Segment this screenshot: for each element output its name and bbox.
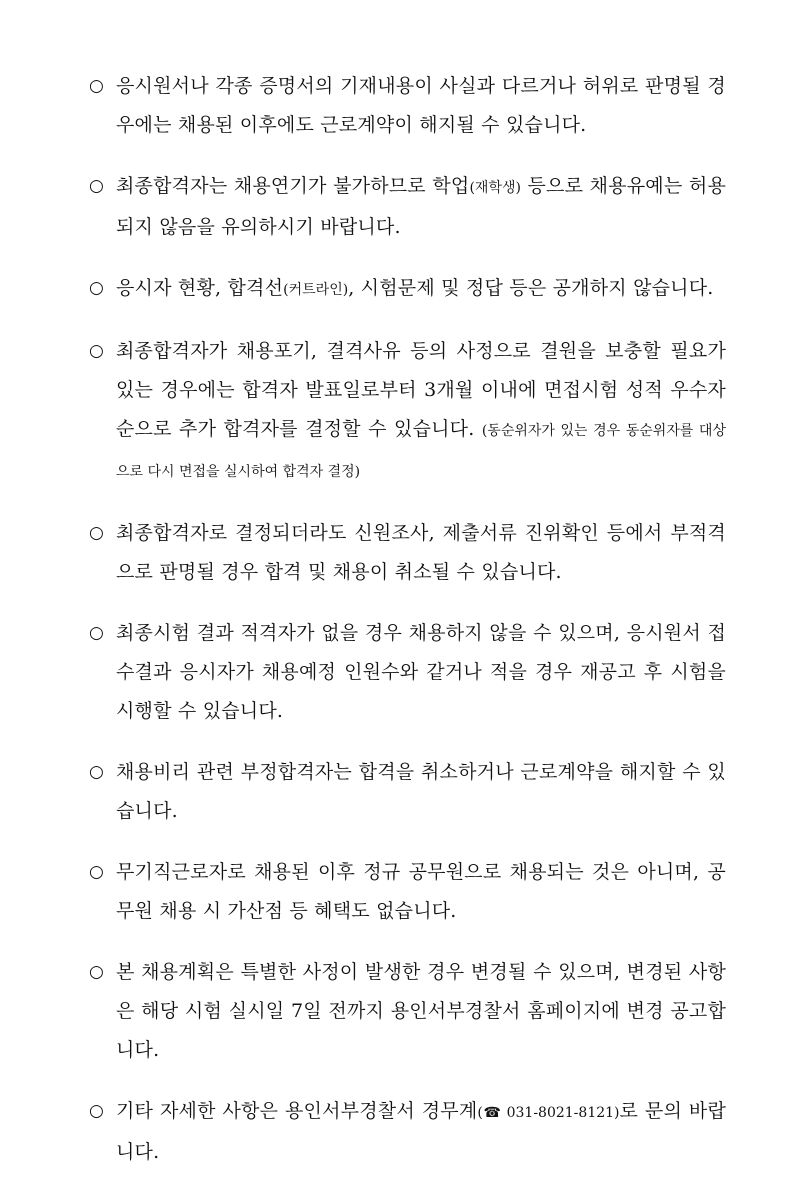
- item-text: , 시험문제 및 정답 등은 공개하지 않습니다.: [348, 277, 714, 299]
- bullet-circle-icon: ○: [89, 862, 105, 882]
- bullet-circle-icon: ○: [89, 76, 105, 96]
- list-item: [86, 269, 726, 310]
- list-item: [86, 167, 726, 247]
- list-item: [86, 514, 726, 592]
- list-item: [86, 332, 726, 492]
- item-text: 로 문의 바랍니다.: [116, 1100, 726, 1163]
- bullet-circle-icon: ○: [89, 1101, 105, 1121]
- bullet-circle-icon: ○: [89, 523, 105, 543]
- item-text: 본 채용계획은 특별한 사정이 발생한 경우 변경될 수 있으며, 변경된 사항은 해당 시험 실시일 7일 전까지 용인서부경찰서 홈페이지에 변경 공고합니다.: [116, 961, 726, 1061]
- list-item: [86, 67, 726, 145]
- item-note: (커트라인): [283, 282, 349, 298]
- item-text: 최종합격자는 채용연기가 불가하므로 학업: [116, 175, 470, 197]
- item-note: (동순위자가 있는 경우 동순위자를 대상으로 다시 면접을 실시하여 합격자 결정): [116, 423, 726, 480]
- list-item: [86, 614, 726, 731]
- item-text: 기타 자세한 사항은 용인서부경찰서 경무계: [116, 1100, 478, 1122]
- item-text: 최종합격자로 결정되더라도 신원조사, 제출서류 진위확인 등에서 부적격으로 판명될 경우 합격 및 채용이 취소될 수 있습니다.: [116, 522, 726, 583]
- item-note: (☎ 031-8021-8121): [477, 1105, 620, 1121]
- list-item: [86, 753, 726, 831]
- list-item: [86, 853, 726, 931]
- item-text: 등으로 채용유예는 허용되지 않음을 유의하시기 바랍니다.: [116, 175, 726, 238]
- bullet-circle-icon: ○: [89, 176, 105, 196]
- bullet-circle-icon: ○: [89, 341, 105, 361]
- item-text: 응시원서나 각종 증명서의 기재내용이 사실과 다르거나 허위로 판명될 경우에는 채용된 이후에도 근로계약이 해지될 수 있습니다.: [116, 75, 726, 136]
- item-text: 응시자 현황, 합격선: [116, 277, 284, 299]
- item-note: (재학생): [469, 180, 521, 196]
- bullet-circle-icon: ○: [89, 762, 105, 782]
- list-item: [86, 1092, 726, 1172]
- item-text: 무기직근로자로 채용된 이후 정규 공무원으로 채용되는 것은 아니며, 공무원 채용 시 가산점 등 혜택도 없습니다.: [116, 861, 726, 922]
- item-text: 최종합격자가 채용포기, 결격사유 등의 사정으로 결원을 보충할 필요가 있는 경우에는 합격자 발표일로부터 3개월 이내에 면접시험 성적 우수자 순으로 추가 합격자를 결정할 수 있습니다.: [116, 340, 726, 440]
- notice-list: [86, 67, 726, 1194]
- list-item: [86, 953, 726, 1070]
- item-text: 최종시험 결과 적격자가 없을 경우 채용하지 않을 수 있으며, 응시원서 접수결과 응시자가 채용예정 인원수와 같거나 적을 경우 재공고 후 시험을 시행할 수 있습니다.: [116, 622, 726, 722]
- bullet-circle-icon: ○: [89, 623, 105, 643]
- bullet-circle-icon: ○: [89, 962, 105, 982]
- bullet-circle-icon: ○: [89, 278, 105, 298]
- item-text: 채용비리 관련 부정합격자는 합격을 취소하거나 근로계약을 해지할 수 있습니다.: [116, 761, 726, 822]
